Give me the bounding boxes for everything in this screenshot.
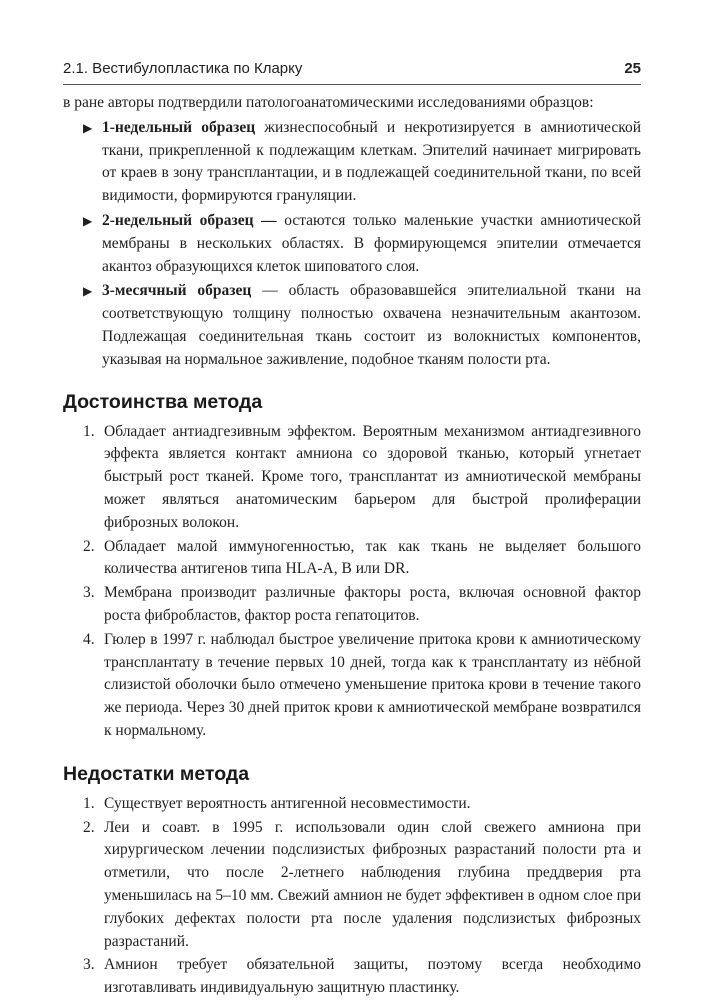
list-item [63, 280, 641, 371]
item-text: Обладает малой иммуногенностью, так как ткань не выделяет большого количества антигенов типа HLA-A, B или DR. [104, 537, 641, 578]
list-item [63, 536, 641, 582]
item-number: 2. [83, 818, 95, 836]
header-rule [63, 84, 641, 85]
advantages-heading: Достоинства метода [63, 390, 263, 413]
running-header [63, 60, 641, 77]
disadvantages-list [63, 793, 641, 1000]
item-number: 3. [83, 584, 95, 602]
item-text: Гюлер в 1997 г. наблюдал быстрое увеличение притока крови к амниотическому трансплантату в течение первых 10 дней, тогда как к трансплантату из нёбной слизистой оболочки было отмечено уменьшение притока крови в течение такого же периода. Через 30 дней приток крови к амниотической мембране возвратился к нормальному. [104, 630, 641, 739]
item-number: 2. [83, 537, 95, 555]
triangle-bullet-icon: ▶ [83, 213, 93, 228]
list-item [63, 421, 641, 535]
item-number: 4. [83, 630, 95, 648]
running-title: 2.1. Вестибулопластика по Кларку [63, 60, 303, 77]
list-item-term: 2-недельный образец — [102, 211, 277, 229]
list-item-text: — область образовавшейся эпителиальной ткани на соответствующую толщину полностью охвачена незначительным акантозом. Подлежащая соединительная ткань состоит из волокнистых компонентов, указывая на нормальное заживление, подобное тканям полости рта. [102, 282, 641, 368]
intro-paragraph: в ране авторы подтвердили патологоанатомическими исследованиями образцов: [63, 94, 594, 111]
list-item-term: 3-месячный образец [102, 282, 252, 300]
page-body [63, 92, 641, 1001]
item-text: Леи и соавт. в 1995 г. использовали один слой свежего амниона при хирургическом лечении подслизистых фиброзных разрастаний полости рта и отметили, что после 2-летнего наблюдения глубина преддверия рта уменьшилась на 5–10 мм. Свежий амнион не будет эффективен в одном слое при глубоких дефектах полости рта после удаления подслизистых фиброзных разрастаний. [104, 818, 641, 950]
specimen-list [63, 117, 641, 372]
list-item [63, 210, 641, 278]
item-number: 3. [83, 956, 95, 974]
list-item [63, 629, 641, 743]
list-item [63, 117, 641, 208]
list-item [63, 954, 641, 1000]
list-item-term: 1-недельный образец [102, 118, 256, 136]
triangle-bullet-icon: ▶ [83, 120, 93, 135]
item-text: Обладает антиадгезивным эффектом. Вероятным механизмом антиадгезивного эффекта является контакт амниона со здоровой тканью, который угнетает быстрый рост тканей. Кроме того, трансплантат из амниотической мембраны может являться анатомическим барьером для быстрой пролиферации фиброзных волокон. [104, 422, 641, 531]
list-item-text: остаются только маленькие участки амниотической мембраны в нескольких областях. В формирующемся эпителии отмечается акантоз образующихся клеток шиповатого слоя. [102, 211, 641, 275]
list-item [63, 582, 641, 628]
item-number: 1. [83, 422, 95, 440]
list-item [63, 817, 641, 954]
disadvantages-heading: Недостатки метода [63, 762, 250, 785]
triangle-bullet-icon: ▶ [83, 284, 93, 299]
advantages-list [63, 421, 641, 743]
item-text: Мембрана производит различные факторы роста, включая основной фактор роста фибробластов, фактор роста гепатоцитов. [104, 584, 641, 624]
list-item-text: жизнеспособный и некротизируется в амниотической ткани, прикрепленной к подлежащим клеткам. Эпителий начинает мигрировать от краев в зону трансплантации, и в подлежащей соединительной ткани, по всей видимости, формируются грануляции. [102, 118, 641, 205]
item-text: Амнион требует обязательной защиты, поэтому всегда необходимо изготавливать индивидуальную защитную пластинку. [104, 956, 641, 997]
page-number: 25 [624, 60, 641, 77]
item-text: Существует вероятность антигенной несовместимости. [104, 794, 471, 812]
item-number: 1. [83, 794, 95, 812]
list-item [63, 793, 641, 816]
